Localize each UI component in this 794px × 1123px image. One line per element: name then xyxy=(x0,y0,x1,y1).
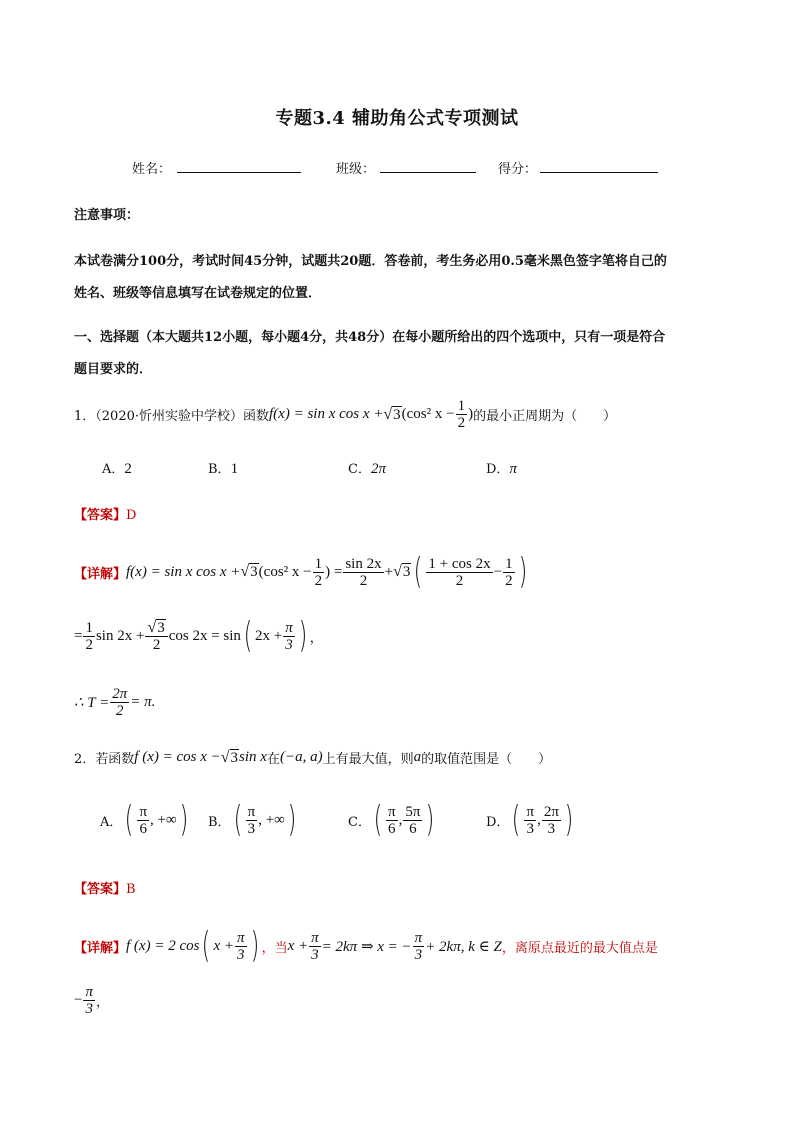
q2-d-e: = 2kπ ⇒ x = − xyxy=(321,938,412,955)
q2-d-pi3-d: $\frac{\pi}{3}$ xyxy=(85,984,93,1017)
q1-d3-a: ∴ T = xyxy=(74,695,110,711)
q2-a: a xyxy=(413,749,422,765)
q2-detail-line-2 xyxy=(74,984,109,1017)
q1-expr-tail: (cos² x − xyxy=(401,406,455,422)
q2-mid: 在 xyxy=(266,752,280,767)
q1-d2-pi-over-3: $\frac{\pi}{3}$ xyxy=(285,619,293,653)
question-1 xyxy=(74,398,616,431)
q1-option-c[interactable]: C．2π xyxy=(348,461,386,477)
class-label: 班级： xyxy=(336,162,376,177)
q2-d-b: x + xyxy=(213,937,235,954)
q1-detail-line-1 xyxy=(74,551,530,592)
q1-d1-cos-frac: $\frac{1 + \cos 2x}{2}$ xyxy=(428,555,491,589)
question-1-suffix: 的最小正周期为（ ） xyxy=(473,409,617,424)
q2-option-d[interactable]: D． ( $\frac{\pi}{3}$ , $\frac{2\pi}{3}$ ) xyxy=(486,799,574,840)
question-1-prefix: 1．（2020·忻州实验中学校）函数 xyxy=(74,409,269,424)
score-label: 得分： xyxy=(498,162,538,177)
question-2-prefix: 2．若函数 xyxy=(74,752,135,767)
q2-detail-label: 【详解】 xyxy=(74,940,127,956)
class-field[interactable] xyxy=(380,172,476,173)
q2-option-a[interactable]: A． ( $\frac{\pi}{6}$ , +∞ ) xyxy=(100,799,188,840)
q1-d3-b: = π. xyxy=(130,694,156,710)
left-paren-icon: ( xyxy=(243,615,253,656)
q2-d-pi3: $\frac{\pi}{3}$ xyxy=(237,929,245,963)
name-label: 姓名： xyxy=(132,162,172,177)
q1-detail-line-2 xyxy=(74,615,323,656)
q2-func-tail: sin x xyxy=(239,749,267,765)
q2-d-c: ，当 xyxy=(261,940,288,956)
q2-function: f (x) = cos x − xyxy=(134,749,221,765)
q2-detail-line-1: 【详解】 f (x) = 2 cos ( x + $\frac{\pi}{3}$ ) ，当 x + $\frac{\pi}{3}$ = 2kπ ⇒ x = − $\frac{\pi}{3}$ + 2kπ, k ∈ Z ，离原点最近的最大值点是 xyxy=(74,925,658,966)
q2-d-a: f (x) = 2 cos xyxy=(126,937,200,954)
q1-d1-half: $\frac{1}{2}$ xyxy=(314,555,323,589)
section-heading-line-1: 一、选择题（本大题共12小题，每小题4分，共48分）在每小题所给出的四个选项中，只有一项是符合 xyxy=(74,330,666,345)
q1-half-fraction: $\frac{1}{2}$ xyxy=(457,398,466,431)
q1-d2-2x: 2x + xyxy=(254,627,283,644)
q2-option-c[interactable]: C． ( $\frac{\pi}{6}$ , $\frac{5\pi}{6}$ ) xyxy=(348,799,435,840)
q2-d-g: ，离原点最近的最大值点是 xyxy=(501,940,658,956)
right-paren-icon: ) xyxy=(298,615,307,656)
q2-d-f: + 2kπ, k ∈ Z xyxy=(425,938,502,955)
q1-option-b[interactable]: B．1 xyxy=(208,461,239,477)
q1-d2-half: $\frac{1}{2}$ xyxy=(85,619,93,653)
q1-d1-sqrt: √3 xyxy=(240,563,258,580)
q2-d-pi3-b: $\frac{\pi}{3}$ xyxy=(311,929,319,963)
q1-detail-label: 【详解】 xyxy=(74,566,127,582)
q1-close-paren: ) xyxy=(468,406,474,422)
section-heading-line-2: 题目要求的． xyxy=(74,362,153,377)
question-2 xyxy=(74,748,551,767)
q1-d1-half-b: $\frac{1}{2}$ xyxy=(505,555,513,589)
q1-answer: 【答案】D xyxy=(74,508,137,523)
q1-d2-cos: cos 2x = sin xyxy=(168,627,241,644)
q1-sqrt3: √3 xyxy=(383,405,401,423)
question-2-suffix: 的取值范围是（ ） xyxy=(421,752,552,767)
q1-option-d[interactable]: D．π xyxy=(486,461,517,477)
q1-option-a[interactable]: A．2 xyxy=(102,461,132,477)
q2-d-end: ， xyxy=(95,995,109,1010)
notice-heading: 注意事项： xyxy=(74,208,140,223)
q1-d1-d: + xyxy=(384,563,394,580)
right-paren-icon: ) xyxy=(518,551,527,592)
q1-d2-end: ， xyxy=(309,630,323,646)
q2-d-neg: − xyxy=(74,992,83,1008)
left-paren-icon: ( xyxy=(414,551,423,592)
name-field[interactable] xyxy=(177,172,301,173)
q1-d3-2pi-over-2: $\frac{2\pi}{2}$ xyxy=(112,686,128,719)
q2-sqrt3: √3 xyxy=(220,748,239,766)
q2-d-d: x + xyxy=(287,937,309,954)
q1-d1-a: f(x) = sin x cos x + xyxy=(126,563,241,580)
q1-detail-line-3 xyxy=(74,686,155,719)
q2-d-pi3-c: $\frac{\pi}{3}$ xyxy=(414,929,423,963)
q1-d1-sqrt-b: √3 xyxy=(393,563,411,580)
q1-d1-sin2x-frac: $\frac{\sin 2x}{2}$ xyxy=(345,555,382,589)
q1-d1-minus: − xyxy=(493,563,503,580)
q2-interval: (−a, a) xyxy=(279,749,323,765)
q1-d2-a: = xyxy=(74,627,83,644)
q1-d1-c: ) = xyxy=(325,563,343,580)
q1-function: f(x) = sin x cos x + xyxy=(269,406,384,422)
q1-d1-b: (cos² x − xyxy=(258,563,312,580)
q2-option-b[interactable]: B． ( $\frac{\pi}{3}$ , +∞ ) xyxy=(208,799,297,840)
q2-mid2: 上有最大值，则 xyxy=(322,752,414,767)
q1-d2-sin: sin 2x + xyxy=(95,627,145,644)
page-title: 专题3.4 辅助角公式专项测试 xyxy=(275,108,519,129)
notice-line-2: 姓名、班级等信息填写在试卷规定的位置． xyxy=(74,286,322,301)
score-field[interactable] xyxy=(540,172,658,173)
notice-line-1: 本试卷满分100分，考试时间45分钟，试题共20题．答卷前，考生务必用0.5毫米黑色签字笔将自己的 xyxy=(74,254,667,269)
q2-answer: 【答案】B xyxy=(74,882,136,897)
q1-d2-sqrt3-over-2: $\frac{√3}{2}$ xyxy=(145,619,167,653)
